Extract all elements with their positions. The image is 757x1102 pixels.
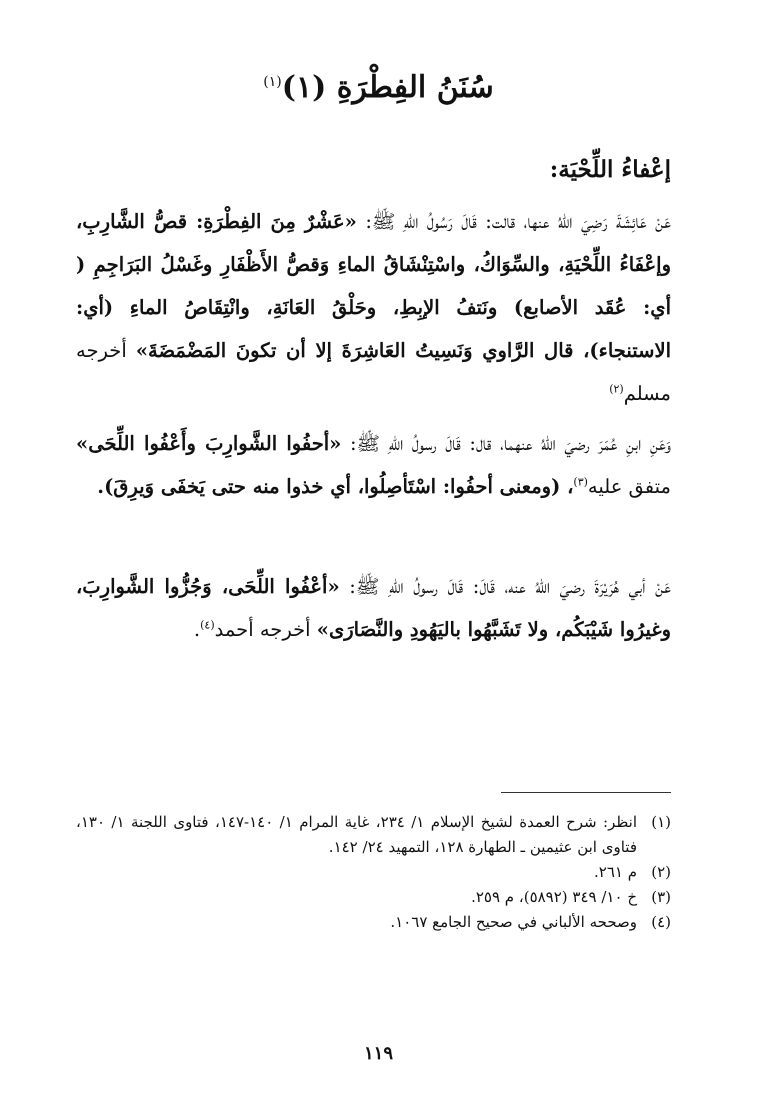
- footnote-item: [76, 910, 671, 935]
- sentence-end: .: [193, 618, 201, 641]
- section-heading: إعْفاءُ اللِّحْيَة:: [549, 156, 671, 183]
- footnote-number: (٢): [651, 863, 671, 881]
- title-footnote-ref: (١): [263, 74, 282, 90]
- footnote-text: انظر: شرح العمدة لشيخ الإسلام ١/ ٢٣٤، غاية المرام ١/ ١٤٠-١٤٧، فتاوى اللجنة ١/ ١٣٠، فتاوى ابن عثيمين ـ الطهارة ١٢٨، التمهيد ٢٤/ ١٤٢.: [76, 813, 637, 856]
- hadith-text: «أعْفُوا اللِّحَى، وَجُزُّوا الشَّوارِبَ، وغيرُوا شَيْبَكُم، ولا تَشَبَّهُوا باليَهُودِ والنَّصَارَى»: [76, 575, 671, 641]
- footnote-item: [76, 860, 671, 885]
- paragraph-ibn-umar-hadith: [76, 422, 671, 508]
- footnote-item: [76, 810, 671, 860]
- title-text: سُنَنُ الفِطْرَةِ (١): [281, 70, 494, 105]
- hadith-source: أخرجه مسلم: [76, 339, 671, 405]
- paragraph-intro: وَعَنِ ابنِ عُمَرَ رضيَ اللهُ عنهما، قال: قَالَ رسولُ اللهِ ﷺ:: [349, 432, 671, 455]
- footnote-ref: (٤): [200, 618, 215, 632]
- footnote-text: وصححه الألباني في صحيح الجامع ١٠٦٧.: [390, 913, 637, 931]
- explanation-note: ، (ومعنى أحفُوا: اسْتَأصِلُوا، أي خذوا منه حتى يَخفَى وَيرِقَ).: [97, 475, 574, 498]
- hadith-source: متفق عليه: [587, 475, 671, 498]
- footnotes: [76, 810, 671, 935]
- hadith-text: «أحفُوا الشَّوارِبَ وأَعْفُوا اللِّحَى»: [76, 432, 342, 455]
- footnote-number: (١): [651, 813, 671, 831]
- footnote-number: (٣): [651, 888, 671, 906]
- footnote-ref: (٢): [609, 382, 624, 396]
- footnote-divider: [501, 792, 671, 793]
- footnote-text: م ٢٦١.: [593, 863, 637, 881]
- paragraph-intro: عَنْ أبي هُرَيْرَةَ رضيَ اللهُ عنه، قَالَ: قَالَ رسولُ اللهِ ﷺ:: [349, 575, 671, 598]
- page-title: [0, 62, 757, 108]
- footnote-item: [76, 885, 671, 910]
- paragraph-intro: عَنْ عَائِشَةَ رَضِيَ اللهُ عنها، قالت: قَالَ رَسُولُ اللهِ ﷺ:: [365, 210, 671, 233]
- footnote-number: (٤): [651, 913, 671, 931]
- paragraph-abu-hurayra-hadith: [76, 565, 671, 651]
- hadith-text: «عَشْرٌ مِنَ الفِطْرَةِ: قصُّ الشَّارِبِ، وإعْفَاءُ اللِّحْيَةِ، والسِّوَاكُ، واسْتِنْشَاقُ الماءِ وَقصُّ الأَظْفَارِ وغَسْلُ البَرَاجِمِ ( أي: عُقَد الأصابع) ونَتفُ الإبِطِ، وحَلْقُ العَانَةِ، وانْتِقَاصُ الماءِ (أي: الاستنجاء)، قال الرَّاوي وَنَسِيتُ العَاشِرَةَ إلا أن تكونَ المَضْمَضَةَ»: [76, 210, 671, 362]
- hadith-source: أخرجه أحمد: [214, 618, 311, 641]
- page-number: ١١٩: [363, 1043, 393, 1064]
- footnote-text: خ ١٠/ ٣٤٩ (٥٨٩٢)، م ٢٥٩.: [471, 888, 637, 906]
- footnote-ref: (٣): [573, 475, 588, 489]
- paragraph-aisha-hadith: [76, 200, 671, 415]
